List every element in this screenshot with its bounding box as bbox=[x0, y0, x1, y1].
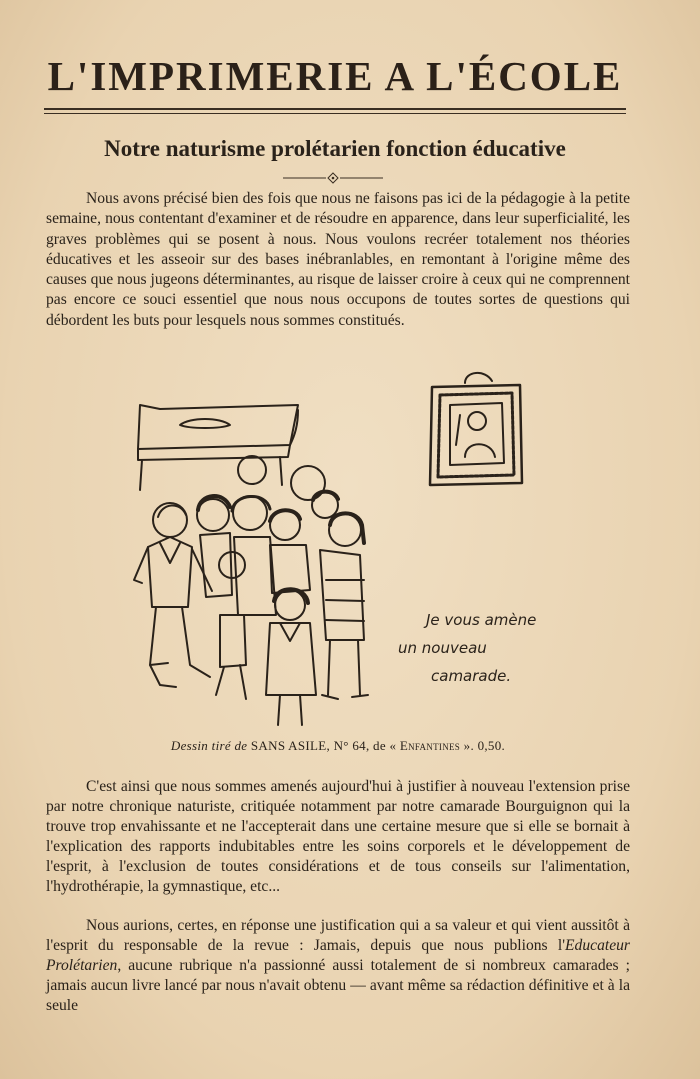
masthead-title: L'IMPRIMERIE A L'ÉCOLE bbox=[47, 53, 623, 99]
journal-title: Educateur Prolétarien bbox=[46, 936, 630, 974]
caption-source: SANS ASILE, N° 64, de bbox=[250, 738, 386, 753]
paragraph-justification bbox=[46, 916, 630, 1016]
paragraph-justification-end: , aucune rubrique n'a passionné aussi totalement de si nombreux camarades ; jamais aucun livre lancé par nous n'avait obtenu — avant même sa rédaction définitive et à la seule bbox=[46, 956, 630, 1014]
speech-handwriting bbox=[398, 606, 568, 690]
handwritten-line-1: Je vous amène bbox=[426, 611, 537, 629]
caption-prefix: Dessin tiré de bbox=[170, 738, 248, 753]
caption-price: 0,50. bbox=[477, 738, 506, 753]
handwritten-line-2: un nouveau bbox=[398, 639, 487, 657]
paragraph-extension: C'est ainsi que nous sommes amenés aujourd'hui à justifier à nouveau l'extension prise par notre chronique naturiste, critiquée notamment par notre camarade Bourguignon qui la trouve trop envahissante et ne l'accepterait dans une certaine mesure que si elle se bornait à l'explication des rapports indubitables entre les soins corporels et le développement de l'esprit, à l'exclusion de toutes considérations et de tous conseils sur l'alimentation, l'hydrothérapie, la gymnastique, etc... bbox=[46, 778, 630, 895]
paragraph-intro: Nous avons précisé bien des fois que nous ne faisons pas ici de la pédagogie à la petite semaine, nous contentant d'examiner et de résoudre en apparence, dans leur superficialité, les graves problèmes qui se posent à nous. Nous voulons recréer totalement nos théories éducatives et les asseoir sur des bases inébranlables, en remontant à l'origine même des causes que nous jugeons déterminantes, au risque de laisser croire à ceux qui ne comprennent pas encore ce souci essentiel que nous nous occupons de toutes sortes de questions qui débordent les buts pour lesquels nous sommes constitués. bbox=[46, 190, 630, 329]
ornament-divider bbox=[283, 172, 383, 184]
handwritten-line-3: camarade. bbox=[431, 667, 512, 685]
masthead-rule-thick bbox=[44, 108, 626, 110]
paragraph-justification-start: Nous aurions, certes, en réponse une justification qui a sa valeur et qui vient aussitôt à l'esprit du responsable de la revue : Jamais, depuis que nous publions l' bbox=[46, 917, 630, 954]
article-headline: Notre naturisme prolétarien fonction éducative bbox=[104, 136, 566, 161]
masthead-rule-thin bbox=[44, 113, 626, 114]
caption-collection: « Enfantines ». bbox=[389, 738, 475, 753]
illustration-caption bbox=[46, 738, 630, 754]
